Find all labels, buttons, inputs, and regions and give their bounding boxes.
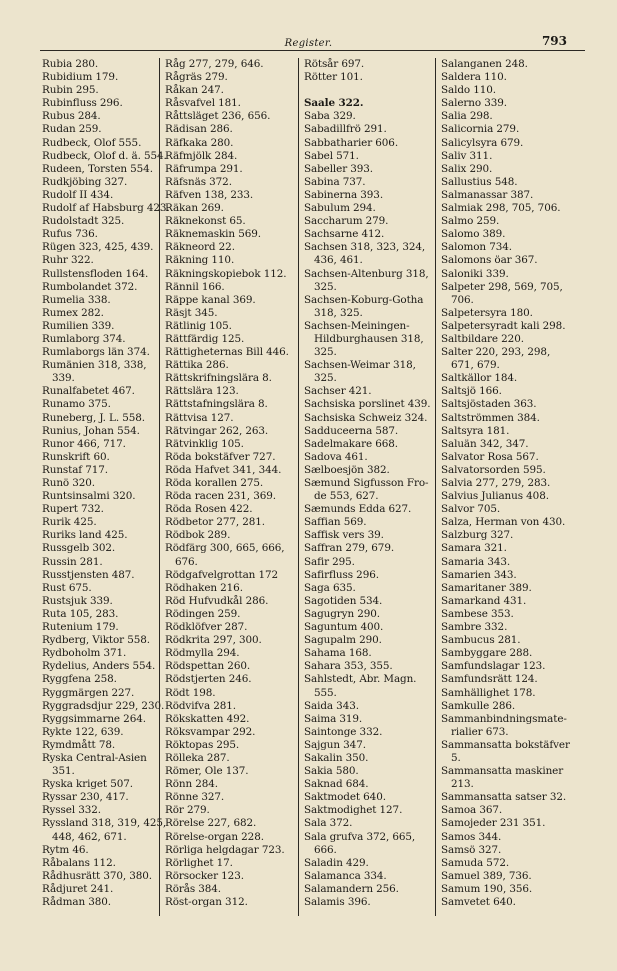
index-entry: Rullstensfloden 164. [42,267,149,280]
index-entry: Saktmodet 640. [304,791,386,804]
index-entry: Rumilien 339. [42,319,115,332]
index-entry: Röktopas 295. [165,738,240,751]
index-entry: Rutenium 179. [42,621,119,634]
index-entry: Rödt 198. [165,686,216,699]
index-entry: Rubidium 179. [42,71,119,84]
index-entry: Saltströmmen 384. [441,411,540,424]
index-entry: Rödgafvelgrottan 172 [165,568,279,581]
index-entry: Rötter 101. [304,71,363,84]
index-entry: Salter 220, 293, 298, [441,346,551,359]
index-entry: Sadova 461. [304,450,368,463]
index-entry: Röksvampar 292. [165,725,256,738]
index-entry: Röda Hafvet 341, 344. [165,463,282,476]
index-entry: Rörsocker 123. [165,869,244,882]
index-entry: Salomo 389. [441,228,506,241]
index-entry: Russin 281. [42,555,103,568]
index-entry: 339. [52,372,75,385]
index-entry: Sachser 421. [304,385,372,398]
index-entry: Råg 277, 279, 646. [165,58,264,70]
index-entry: Rupert 732. [42,503,104,516]
index-entry: Salamanca 334. [304,869,387,882]
index-entry: Sahara 353, 355. [304,660,393,673]
index-entry: Runtsinsalmi 320. [42,490,136,503]
index-entry: Rödkrita 297, 300. [165,634,262,647]
index-entry: Sambese 353. [441,607,514,620]
index-entry: Sæmund Sigfusson Fro- [304,477,429,489]
index-entry: Saltsjö 166. [441,385,502,398]
index-entry: Sabadillfrö 291. [304,123,387,136]
index-entry: Rubus 284. [42,110,101,123]
index-entry: Rufus 736. [42,228,98,241]
index-entry: Rönn 284. [165,778,219,791]
index-entry: Salmo 259. [441,215,500,228]
index-entry: Runius, Johan 554. [42,424,140,437]
index-entry: Rågräs 279. [165,71,228,84]
index-entry: Rättigheternas Bill 446. [165,346,289,359]
index-entry: Rügen 323, 425, 439. [42,241,154,254]
index-entry: Saffran 279, 679. [304,542,395,555]
index-entry: Rättstafningslära 8. [165,398,268,411]
index-entry: Samarien 343. [441,568,517,581]
index-entry: Rätvingar 262, 263. [165,424,269,437]
index-entry: Röda korallen 275. [165,477,264,489]
index-entry: Samum 190, 356. [441,882,533,895]
index-entry: Ryggradsdjur 229, 230. [42,699,165,712]
index-entry: Sammansatta satser 32. [441,791,567,804]
index-entry: Rätlinig 105. [165,319,232,332]
index-entry: Röda Rosen 422. [165,503,253,516]
index-entry: Röda racen 231, 369. [165,490,276,503]
index-entry: Salomons öar 367. [441,254,538,267]
index-entry: Sadduceerna 587. [304,424,399,437]
index-entry: Räsjt 345. [165,306,218,319]
index-entry: Sachsiska Schweiz 324. [304,411,428,424]
running-title: Register. [284,38,333,49]
index-entry: Sachsen-Altenburg 318, [304,267,429,280]
index-entry: Saluän 342, 347. [441,437,529,450]
index-entry: Rumänien 318, 338, [42,359,147,372]
index-entry: Hildburghausen 318, [314,332,424,345]
index-entry: Samfundsrätt 124. [441,673,538,686]
index-entry: Ryggmärgen 227. [42,686,135,699]
index-entry: Rönne 327. [165,791,225,804]
index-entry: 555. [314,686,337,699]
index-entry: Salamis 396. [304,896,371,908]
index-entry: Saffian 569. [304,516,367,529]
index-entry: Sallustius 548. [441,175,518,188]
index-entry: Räppe kanal 369. [165,293,256,306]
index-entry: Rättskrifningslära 8. [165,372,272,385]
index-entry: Räkneord 22. [165,241,235,254]
index-entry: Rödstjerten 246. [165,673,252,686]
index-entry: Rödklöfver 287. [165,621,248,634]
index-entry: Samfundslagar 123. [441,660,546,673]
index-entry: Ryssel 332. [42,804,101,817]
index-entry: 325. [314,280,337,293]
index-entry: Russgelb 302. [42,542,116,555]
index-entry: Rudkjöbing 327. [42,175,128,188]
index-entry: Rustsjuk 339. [42,594,113,607]
index-entry: Rubinfluss 296. [42,97,123,110]
index-entry: Ryggfena 258. [42,673,117,686]
index-entry: Sælboesjön 382. [304,463,390,476]
index-column-4 [435,58,585,916]
index-entry: Sammansatta bokstäfver [441,738,570,751]
index-entry: Salvia 277, 279, 283. [441,477,551,489]
index-entry: Rydboholm 371. [42,647,127,660]
index-entry: Rust 675. [42,581,92,594]
index-entry: Rörliga helgdagar 723. [165,843,285,856]
index-entry: Rydelius, Anders 554. [42,660,156,673]
index-entry: Samaria 343. [441,555,511,568]
index-entry: Rödbetor 277, 281. [165,516,266,529]
index-entry: Salza, Herman von 430. [441,516,566,529]
index-entry: Rörlighet 17. [165,856,233,869]
index-entry: Rådman 380. [42,896,111,908]
index-entry: Ryssar 230, 417. [42,791,129,804]
index-entry: Rumelia 338. [42,293,111,306]
index-column-2 [159,58,298,916]
index-entry: Römer, Ole 137. [165,765,249,778]
index-entry [302,84,435,97]
index-entry: 676. [175,555,198,568]
index-entry: Rudbeck, Olof 555. [42,136,142,149]
index-entry: Rykte 122, 639. [42,725,124,738]
index-entry: Rättika 286. [165,359,229,372]
index-entry: Rudeen, Torsten 554. [42,162,153,175]
index-entry: Ruriks land 425. [42,529,128,542]
index-entry: Saknad 684. [304,778,369,791]
index-entry: Råkan 247. [165,84,224,97]
index-entry: Rölleka 287. [165,751,230,764]
index-entry: Ryssland 318, 319, 425, [42,817,167,830]
index-entry: Rännil 166. [165,280,225,293]
index-entry: Sakia 580. [304,765,359,778]
index-entry: Sabel 571. [304,149,359,162]
index-entry: Saltsyra 181. [441,424,510,437]
index-entry: Rökskatten 492. [165,712,250,725]
index-entry: Saltbildare 220. [441,332,524,345]
index-entry: Räfkaka 280. [165,136,234,149]
index-entry: Räfven 138, 233. [165,188,254,201]
index-entry: Räknekonst 65. [165,215,246,228]
index-entry: Räfmjölk 284. [165,149,238,162]
index-entry: Salzburg 327. [441,529,514,542]
index-entry: Sammansatta maskiner [441,765,564,778]
index-entry: Samvetet 640. [441,896,516,908]
index-entry: 325. [314,346,337,359]
index-entry: Runor 466, 717. [42,437,126,450]
index-entry: Salpetersyradt kali 298. [441,319,566,332]
index-entry: Sambyggare 288. [441,647,533,660]
index-entry: 213. [451,778,474,791]
index-entry: Råbalans 112. [42,856,116,869]
index-entry: Sachsen 318, 323, 324, [304,241,426,254]
index-entry: Rurik 425. [42,516,97,529]
index-entry: Rudolstadt 325. [42,215,125,228]
index-entry: Sabina 737. [304,175,366,188]
index-entry: Saguntum 400. [304,621,384,634]
index-entry: Saccharum 279. [304,215,389,228]
index-entry: Salix 290. [441,162,493,175]
index-column-3 [298,58,435,916]
index-entry: Rättfärdig 125. [165,332,245,345]
index-entry: Sambre 332. [441,621,508,634]
index-entry: Räfsnäs 372. [165,175,232,188]
index-entry: Saloniki 339. [441,267,509,280]
index-entry: Salomon 734. [441,241,512,254]
index-entry: Sabbatharier 606. [304,136,399,149]
index-entry: Sæmunds Edda 627. [304,503,412,516]
index-entry: Salerno 339. [441,97,507,110]
index-entry: Sachsen-Weimar 318, [304,359,416,372]
index-entry: Salpeter 298, 569, 705, [441,280,563,293]
index-entry: Sabinerna 393. [304,188,384,201]
index-entry: de 553, 627. [314,490,379,503]
index-entry: Saida 343. [304,699,359,712]
index-entry: Ruhr 322. [42,254,94,267]
index-entry: 448, 462, 671. [52,830,127,843]
index-entry: Rådhusrätt 370, 380. [42,869,153,882]
index-entry: Rör 279. [165,804,210,817]
index-entry: Ryska kriget 507. [42,778,133,791]
index-entry: Sagugryn 290. [304,607,380,620]
index-entry: Samara 321. [441,542,507,555]
index-entry: Runalfabetet 467. [42,385,135,398]
index-columns [40,54,585,914]
index-entry: 671, 679. [451,359,500,372]
index-entry: Samarkand 431. [441,594,527,607]
index-entry: Rudan 259. [42,123,102,136]
index-entry: Salvatorsorden 595. [441,463,546,476]
index-entry: Salvor 705. [441,503,501,516]
index-entry: 325. [314,372,337,385]
index-entry: Russtjensten 487. [42,568,135,581]
index-entry: Saladin 429. [304,856,369,869]
index-entry: Rädisan 286. [165,123,233,136]
index-entry: Saltkällor 184. [441,372,518,385]
index-entry: Rydberg, Viktor 558. [42,634,150,647]
index-entry: Sabeller 393. [304,162,374,175]
index-entry: rialier 673. [451,725,509,738]
index-entry: Rödingen 259. [165,607,241,620]
index-entry: Salvius Julianus 408. [441,490,549,503]
index-entry: Sachsen-Koburg-Gotha [304,293,424,306]
index-entry: Rörelse 227, 682. [165,817,257,830]
index-entry: 318, 325. [314,306,363,319]
index-entry: Salmiak 298, 705, 706. [441,202,561,215]
index-entry: Saldo 110. [441,84,496,97]
index-entry: Sajgun 347. [304,738,366,751]
index-entry: Rymdmått 78. [42,738,116,751]
index-entry: Saldera 110. [441,71,507,84]
index-entry: Sachsarne 412. [304,228,385,241]
index-entry: Runskrift 60. [42,450,110,463]
index-entry: Runeberg, J. L. 558. [42,411,145,424]
index-entry: Sabulum 294. [304,202,376,215]
index-entry: Rudolf II 434. [42,188,114,201]
index-entry: Runö 320. [42,477,96,489]
index-entry: Rörelse-organ 228. [165,830,264,843]
index-entry: Salvator Rosa 567. [441,450,539,463]
index-entry: Samkulle 286. [441,699,516,712]
index-entry: Rumlaborg 374. [42,332,126,345]
index-entry: Samuel 389, 736. [441,869,532,882]
index-entry: Samoa 367. [441,804,503,817]
index-entry: Saga 635. [304,581,356,594]
index-entry: Rötsår 697. [304,58,365,70]
index-entry: 351. [52,765,75,778]
index-entry: Sachsen-Meiningen- [304,319,410,332]
index-entry: Sagotiden 534. [304,594,383,607]
index-entry: Räkningskopiebok 112. [165,267,287,280]
index-entry: Rumex 282. [42,306,104,319]
index-entry: Råttsläget 236, 656. [165,110,271,123]
index-entry: Rudbeck, Olof d. ä. 554. [42,149,167,162]
index-entry: Sammanbindningsmate- [441,712,567,725]
index-entry: Rödspettan 260. [165,660,251,673]
index-column-1 [40,58,170,916]
index-entry: Rådjuret 241. [42,882,114,895]
index-entry: Salamandern 256. [304,882,399,895]
index-entry: Samhällighet 178. [441,686,536,699]
index-entry: Röst-organ 312. [165,896,248,908]
index-entry: Sahama 168. [304,647,372,660]
index-entry: Rörås 384. [165,882,222,895]
index-entry: Saba 329. [304,110,356,123]
index-entry: Sahlstedt, Abr. Magn. [304,673,417,686]
index-entry: Salicornia 279. [441,123,520,136]
index-entry: Räknemaskin 569. [165,228,261,241]
index-entry: Räfrumpa 291. [165,162,243,175]
index-entry: Safir 295. [304,555,355,568]
index-entry: Runamo 375. [42,398,111,411]
index-entry: Sakalin 350. [304,751,369,764]
index-entry: 666. [314,843,337,856]
header-rule [40,50,585,51]
index-entry: Rödbok 289. [165,529,231,542]
index-entry: Rumlaborgs län 374. [42,346,150,359]
index-entry: Samuda 572. [441,856,510,869]
index-entry: Rödmylla 294. [165,647,240,660]
index-entry: Rubia 280. [42,58,99,70]
index-entry: Rödhaken 216. [165,581,243,594]
index-entry: Rudolf af Habsburg 423. [42,202,170,215]
index-entry: Rättvisa 127. [165,411,234,424]
index-entry: 5. [451,751,461,764]
index-entry: Samaritaner 389. [441,581,532,594]
index-entry: Rytm 46. [42,843,89,856]
index-entry: Saintonge 332. [304,725,383,738]
index-entry: Saffisk vers 39. [304,529,384,542]
index-entry: 436, 461. [314,254,363,267]
index-entry: Saktmodighet 127. [304,804,403,817]
index-entry: Samojeder 231 351. [441,817,546,830]
index-entry: Saima 319. [304,712,363,725]
index-entry: Runstaf 717. [42,463,108,476]
index-entry: Rätvinklig 105. [165,437,244,450]
index-entry: Ruta 105, 283. [42,607,119,620]
index-entry: Salicylsyra 679. [441,136,524,149]
index-entry: Sambucus 281. [441,634,521,647]
index-entry: Saliv 311. [441,149,493,162]
index-entry: Salmanassar 387. [441,188,534,201]
index-entry: Ryska Central-Asien [42,751,147,764]
index-entry: Rättslära 123. [165,385,239,398]
index-entry: Rumbolandet 372. [42,280,138,293]
index-entry: Rödfärg 300, 665, 666, [165,542,285,555]
index-entry: Röd Hufvudkål 286. [165,594,269,607]
index-entry: Rödvifva 281. [165,699,236,712]
index-entry: Saale 322. [304,97,364,110]
page-header [0,30,617,50]
index-entry: Sadelmakare 668. [304,437,398,450]
index-entry: Ryggsimmarne 264. [42,712,146,725]
index-entry: Räkan 269. [165,202,224,215]
index-entry: Rubin 295. [42,84,99,97]
index-entry: Röda bokstäfver 727. [165,450,276,463]
index-entry: Sala grufva 372, 665, [304,830,416,843]
page-number: 793 [541,34,567,48]
index-entry: Salanganen 248. [441,58,528,70]
index-entry: 706. [451,293,474,306]
index-entry: Sala 372. [304,817,353,830]
index-entry: Salia 298. [441,110,493,123]
index-entry: Sagupalm 290. [304,634,382,647]
index-entry: Saltsjöstaden 363. [441,398,537,411]
index-entry: Råsvafvel 181. [165,97,241,110]
index-entry: Safirfluss 296. [304,568,379,581]
index-entry: Sachsiska porslinet 439. [304,398,431,411]
index-entry: Räkning 110. [165,254,235,267]
index-entry: Samsö 327. [441,843,502,856]
index-entry: Salpetersyra 180. [441,306,533,319]
index-entry: Samos 344. [441,830,502,843]
